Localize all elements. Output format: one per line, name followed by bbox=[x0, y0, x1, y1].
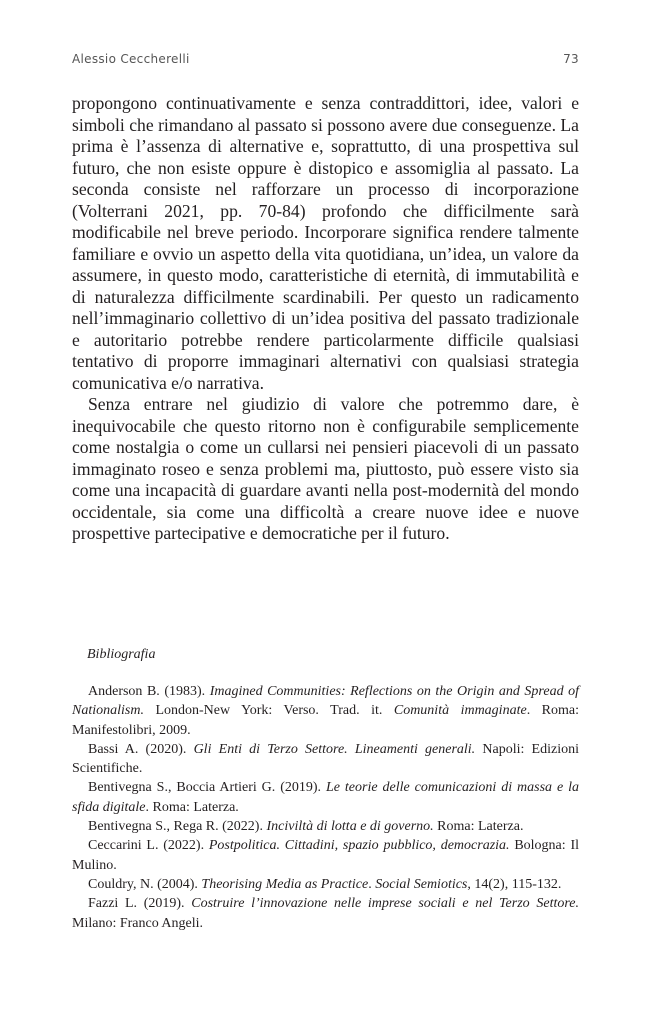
entry-title: Le teorie delle comunicazioni di massa e la sfida digitale bbox=[72, 780, 579, 815]
entry-title: Imagined Communities: Reflections on the Origin and Spread of Nationalism. bbox=[72, 684, 579, 719]
body-paragraph: propongono continuativamente e senza contraddittori, idee, valori e simboli che rimandano al passato si possono avere due conseguenze. La prima è l’assenza di alternative e, soprattutto, di una prospettiva sul futuro, che non esiste oppure è distopico e assomiglia al passato. La seconda consiste nel rafforzare un processo di incorporazione (Volterrani 2021, pp. 70-84) profondo che difficilmente sarà modificabile nel breve periodo. Incorporare significa rendere talmente familiare e ovvio un aspetto della vita quotidiana, un’idea, un valore da assumere, in questo modo, caratteristiche di eternità, di immutabilità e di naturalezza difficilmente scardinabili. Per questo un radicamento nell’immaginario collettivo di un’idea positiva del passato tradizionale e autoritario potrebbe rendere particolarmente difficile qualsiasi tentativo di proporre immaginari alternativi con qualsiasi strategia comunicativa e/o narrativa. bbox=[72, 93, 579, 393]
entry-title: Postpolitica. Cittadini, spazio pubblico, democrazia. bbox=[208, 838, 510, 854]
bibliography-entry bbox=[72, 875, 579, 894]
bibliography-entry bbox=[72, 836, 579, 875]
entry-title: Costruire l’innovazione nelle imprese sociali e nel Terzo Settore. bbox=[191, 896, 579, 912]
bibliography-heading: Bibliografia bbox=[87, 647, 156, 662]
entry-publisher: Bologna: Il Mulino. bbox=[72, 838, 579, 873]
entry-author-year: Bentivegna S., Boccia Artieri G. (2019). bbox=[88, 780, 326, 796]
page-number: 73 bbox=[563, 52, 579, 66]
running-head-author: Alessio Ceccherelli bbox=[72, 52, 190, 66]
body-text bbox=[72, 93, 579, 545]
bibliography-entry bbox=[72, 894, 579, 933]
entry-publisher: Milano: Franco Angeli. bbox=[72, 915, 204, 931]
entry-author-year: Bassi A. (2020). bbox=[88, 741, 194, 757]
entry-separator: . bbox=[368, 876, 376, 892]
bibliography-entry bbox=[72, 682, 579, 740]
entry-author-year: Bentivegna S., Rega R. (2022). bbox=[88, 819, 267, 835]
body-paragraph: Senza entrare nel giudizio di valore che potremmo dare, è inequivocabile che questo ritorno non è configurabile semplicemente come nostalgia o come un cullarsi nei pensieri piacevoli di un passato immaginato roseo e senza problemi ma, piuttosto, può essere visto sia come una incapacità di guardare avanti nella post-modernità del mondo occidentale, sia come una difficoltà a creare nuove idee e nuove prospettive partecipative e democratiche per il futuro. bbox=[72, 394, 579, 543]
bibliography-entry bbox=[72, 740, 579, 779]
entry-author-year: Ceccarini L. (2022). bbox=[88, 838, 209, 854]
entry-publisher: Napoli: Edizioni Scientifiche. bbox=[72, 741, 579, 777]
bibliography-list bbox=[72, 682, 579, 933]
entry-title: Gli Enti di Terzo Settore. Lineamenti generali. bbox=[193, 741, 476, 757]
entry-author-year: Fazzi L. (2019). bbox=[88, 896, 192, 912]
entry-translation-title: Comunità immaginate bbox=[393, 703, 527, 719]
entry-author-year: Anderson B. (1983). bbox=[88, 684, 210, 699]
bibliography-entry bbox=[72, 778, 579, 817]
entry-title: Theorising Media as Practice bbox=[201, 876, 369, 892]
entry-publisher: Roma: Laterza. bbox=[433, 819, 524, 835]
entry-title: Inciviltà di lotta e di governo. bbox=[266, 819, 434, 835]
entry-volume-pages: , 14(2), 115-132. bbox=[467, 876, 562, 892]
entry-publisher: London-New York: Verso. Trad. it. bbox=[143, 703, 394, 719]
bibliography-entry bbox=[72, 817, 579, 836]
running-head bbox=[72, 52, 579, 66]
entry-journal: Social Semiotics bbox=[375, 876, 468, 892]
entry-translation-publisher: . Roma: Manifestolibri, 2009. bbox=[72, 703, 580, 738]
entry-publisher: . Roma: Laterza. bbox=[145, 799, 239, 815]
entry-author-year: Couldry, N. (2004). bbox=[88, 876, 202, 892]
